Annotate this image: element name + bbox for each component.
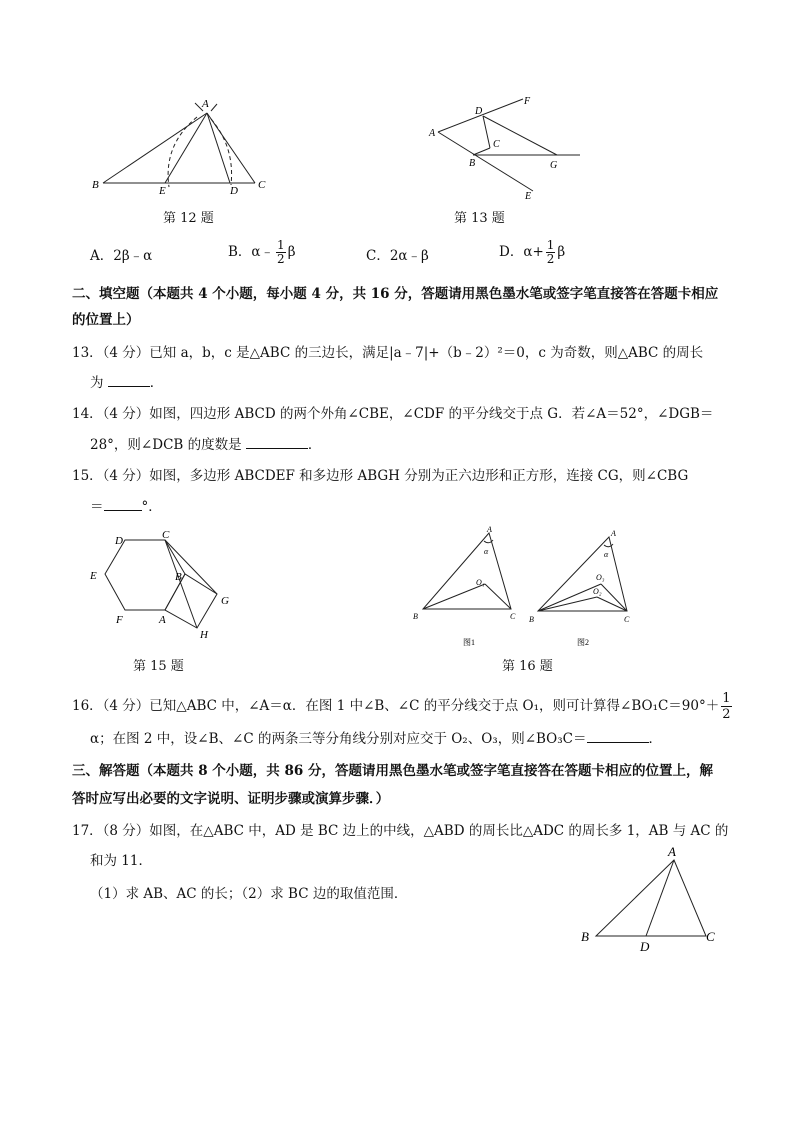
fig13-label-e: E <box>525 191 532 202</box>
q14-line1: 14．（4 分）如图，四边形 ABCD 的两个外角∠CBE，∠CDF 的平分线交于点 G．若∠A＝52°，∠DGB＝ <box>72 406 714 422</box>
fig17-label-d: D <box>640 939 650 952</box>
fig13-label-d: D <box>475 106 483 117</box>
fig16-2-label-alpha: α <box>604 550 609 559</box>
q16-line1: 16．（4 分）已知△ABC 中，∠A＝α．在图 1 中∠B、∠C 的平分线交于点 O₁，则可计算得∠BO₁C＝90°＋ $\frac{1}{2}$ <box>72 691 731 722</box>
figure-17 <box>578 840 728 952</box>
q12-option-d: D．α+ $\frac{1}{2}$ β <box>499 238 566 266</box>
fig15-label-b: B <box>175 571 182 583</box>
section2-heading-line2: 的位置上） <box>72 312 140 328</box>
fig15-label-d: D <box>115 535 123 547</box>
fig17-label-a: A <box>668 844 676 859</box>
fig16-caption: 第 16 题 <box>502 659 553 674</box>
fig12-label-a: A <box>202 98 209 110</box>
q15-answer-blank[interactable] <box>104 496 142 511</box>
figure-15 <box>85 528 245 643</box>
fig16-2-label-o2: O₂ <box>593 587 602 596</box>
fig13-label-a: A <box>429 128 436 139</box>
q12-option-a: A．2β﹣α <box>90 248 153 264</box>
fig13-label-b: B <box>469 158 476 169</box>
fig15-label-f: F <box>116 614 123 626</box>
fig17-label-c: C <box>706 929 715 944</box>
fig15-label-g: G <box>221 595 229 607</box>
fig15-label-a: A <box>159 614 166 626</box>
fig16-1-label-alpha: α <box>484 547 489 556</box>
fig16-sub2: 图2 <box>577 638 589 647</box>
fig16-1-label-a: A <box>487 525 492 534</box>
q16-answer-blank[interactable] <box>587 728 649 743</box>
fig16-sub1: 图1 <box>463 638 475 647</box>
section3-heading-line1: 三、解答题（本题共 8 个小题，共 86 分，答题请用黑色墨水笔或签字笔直接答在答题卡相应的位置上，解 <box>72 763 713 779</box>
fig15-label-e: E <box>90 570 97 582</box>
q12-option-b: B．α﹣ $\frac{1}{2}$ β <box>228 238 296 266</box>
fig16-2-label-c: C <box>624 615 630 624</box>
fig13-label-g: G <box>550 160 558 171</box>
fig16-1-label-b: B <box>413 612 418 621</box>
fig16-2-label-a: A <box>611 529 616 538</box>
q14-line2: 28°，则∠DCB 的度数是 ． <box>90 434 321 455</box>
section2-heading-line1: 二、填空题（本题共 4 个小题，每小题 4 分，共 16 分，答题请用黑色墨水笔或签字笔直接答在答题卡相应 <box>72 286 719 302</box>
fig13-caption: 第 13 题 <box>454 211 505 226</box>
fig16-2-label-b: B <box>529 615 534 624</box>
fig12-label-e: E <box>159 185 166 197</box>
q17-line2: 和为 11． <box>90 853 152 869</box>
q13-line1: 13．（4 分）已知 a，b，c 是△ABC 的三边长，满足|a﹣7|+（b﹣2）²＝0，c 为奇数，则△ABC 的周长 <box>72 345 704 361</box>
fig16-1-label-o1: O₁ <box>476 578 485 587</box>
fig15-label-c: C <box>162 529 170 541</box>
q17-line1: 17．（8 分）如图，在△ABC 中，AD 是 BC 边上的中线，△ABD 的周长比△ADC 的周长多 1，AB 与 AC 的 <box>72 823 729 839</box>
fig15-label-h: H <box>200 629 208 641</box>
q13-answer-blank[interactable] <box>108 372 150 387</box>
fig12-caption: 第 12 题 <box>163 211 214 226</box>
q13-line2: 为 ． <box>90 372 163 393</box>
fig13-label-c: C <box>493 139 500 150</box>
fig15-caption: 第 15 题 <box>133 659 184 674</box>
q15-line1: 15．（4 分）如图，多边形 ABCDEF 和多边形 ABGH 分别为正六边形和正方形，连接 CG，则∠CBG <box>72 468 689 484</box>
figure-13 <box>425 92 590 204</box>
q12-option-c: C．2α﹣β <box>366 248 429 264</box>
q14-answer-blank[interactable] <box>246 434 308 449</box>
fig16-1-label-c: C <box>510 612 516 621</box>
fig16-2-label-o3: O₃ <box>596 573 605 582</box>
fig17-label-b: B <box>581 929 589 944</box>
fig12-label-c: C <box>258 179 266 191</box>
q15-line2: ＝ °． <box>90 496 162 517</box>
section3-heading-line2: 答时应写出必要的文字说明、证明步骤或演算步骤．） <box>72 791 390 807</box>
fig13-label-f: F <box>524 96 531 107</box>
fig12-label-b: B <box>92 179 99 191</box>
figure-12 <box>85 95 285 200</box>
figure-16 <box>405 523 650 651</box>
q17-line3: （1）求 AB、AC 的长；（2）求 BC 边的取值范围． <box>90 886 408 902</box>
q16-line2: α；在图 2 中，设∠B、∠C 的两条三等分角线分别对应交于 O₂、O₃，则∠BO₃C＝ ． <box>90 728 662 749</box>
fig12-label-d: D <box>230 185 238 197</box>
